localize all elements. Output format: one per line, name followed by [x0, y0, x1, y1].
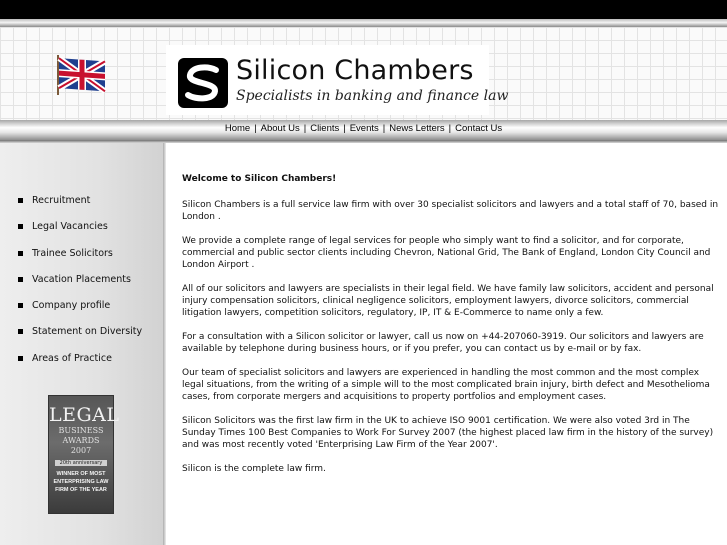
- nav-clients[interactable]: Clients: [310, 123, 340, 134]
- bullet-icon: [18, 356, 23, 361]
- nav-home[interactable]: Home: [224, 123, 251, 134]
- award-badge: [48, 395, 120, 514]
- award-ribbon: 20th anniversary: [55, 460, 107, 466]
- sidebar-item-label[interactable]: Recruitment: [32, 195, 91, 206]
- bullet-icon: [18, 277, 23, 282]
- site-title[interactable]: Silicon Chambers: [236, 55, 474, 86]
- sidebar-item-label[interactable]: Trainee Solicitors: [32, 247, 113, 259]
- bullet-icon: [18, 329, 23, 334]
- sidebar-item-label[interactable]: Legal Vacancies: [32, 221, 108, 233]
- top-metal-strip: [0, 19, 727, 27]
- closing-paragraph: Silicon is the complete law firm.: [182, 464, 326, 474]
- main-nav: [0, 123, 727, 134]
- nav-about-us[interactable]: About Us: [260, 123, 300, 134]
- uk-flag-icon: [57, 57, 107, 93]
- bullet-icon: [18, 251, 23, 256]
- sidebar-item-label[interactable]: Areas of Practice: [32, 352, 112, 364]
- silicon-s-logo-icon[interactable]: [178, 58, 228, 108]
- bullet-icon: [18, 303, 23, 308]
- site-tagline: Specialists in banking and finance law: [236, 88, 509, 104]
- sidebar-item-label[interactable]: Statement on Diversity: [32, 326, 143, 338]
- top-black-bar: [0, 0, 727, 19]
- nav-separator: |: [448, 123, 452, 134]
- consultation-paragraph: For a consultation with a Silicon solicitor or lawyer, call us now on +44-207060-3919. Our solicitors and lawyers are available by telephone during business hours, or if you prefer, you can contact us by e-mail or by fax.: [182, 332, 704, 354]
- nav-separator: |: [343, 123, 346, 134]
- award-line: BUSINESS: [58, 426, 104, 435]
- main-content: [182, 173, 722, 487]
- award-line: AWARDS: [62, 436, 100, 445]
- sidebar-item-label[interactable]: Company profile: [32, 300, 111, 312]
- specialists-paragraph: All of our solicitors and lawyers are specialists in their legal field. We have family law solicitors, accident and personal injury compensation solicitors, clinical negligence solicitors, employment lawyers, divorce solicitors, commercial litigation lawyers, competition solicitors, regulatory, IP, IT & E-Commerce to name only a few.: [182, 284, 714, 318]
- nav-events[interactable]: Events: [349, 123, 379, 134]
- bullet-icon: [18, 198, 23, 203]
- nav-separator: |: [254, 123, 257, 134]
- page-title: Welcome to Silicon Chambers!: [182, 174, 337, 184]
- services-paragraph: We provide a complete range of legal services for people who simply want to find a solicitor, and for corporate, commercial and public sector clients including Chevron, National Grid, The Bank of England, London City Council and London Airport .: [182, 236, 711, 270]
- nav-separator: |: [382, 123, 386, 134]
- award-year: 2007: [70, 446, 92, 455]
- sidebar-divider: [163, 143, 166, 545]
- team-paragraph: Our team of specialist solicitors and lawyers are experienced in handling the most common and the most complex legal situations, from the writing of a simple will to the most complicated brain injury, birth defect and Mesothelioma cases, from corporate mergers and acquisitions to property portfolios and employment cases.: [182, 368, 710, 402]
- sidebar-item-label[interactable]: Vacation Placements: [32, 273, 131, 285]
- nav-news-letters[interactable]: News Letters: [389, 123, 445, 134]
- nav-separator: |: [303, 123, 307, 134]
- award-title: LEGAL: [49, 404, 120, 426]
- awards-paragraph: Silicon Solicitors was the first law firm in the UK to achieve ISO 9001 certification. We were also voted 3rd in The Sunday Times 100 Best Companies to Work For Survey 2007 (the highest placed law firm in the history of the survey) and was most recently voted 'Enterprising Law Firm of the Year 2007'.: [182, 416, 714, 450]
- bullet-icon: [18, 224, 23, 229]
- intro-paragraph: Silicon Chambers is a full service law firm with over 30 specialist solicitors and lawyers and a total staff of 70, based in London .: [182, 200, 719, 222]
- award-caption: WINNER OF MOST ENTERPRISING LAW FIRM OF THE YEAR: [53, 471, 109, 493]
- nav-contact-us[interactable]: Contact Us: [455, 123, 503, 134]
